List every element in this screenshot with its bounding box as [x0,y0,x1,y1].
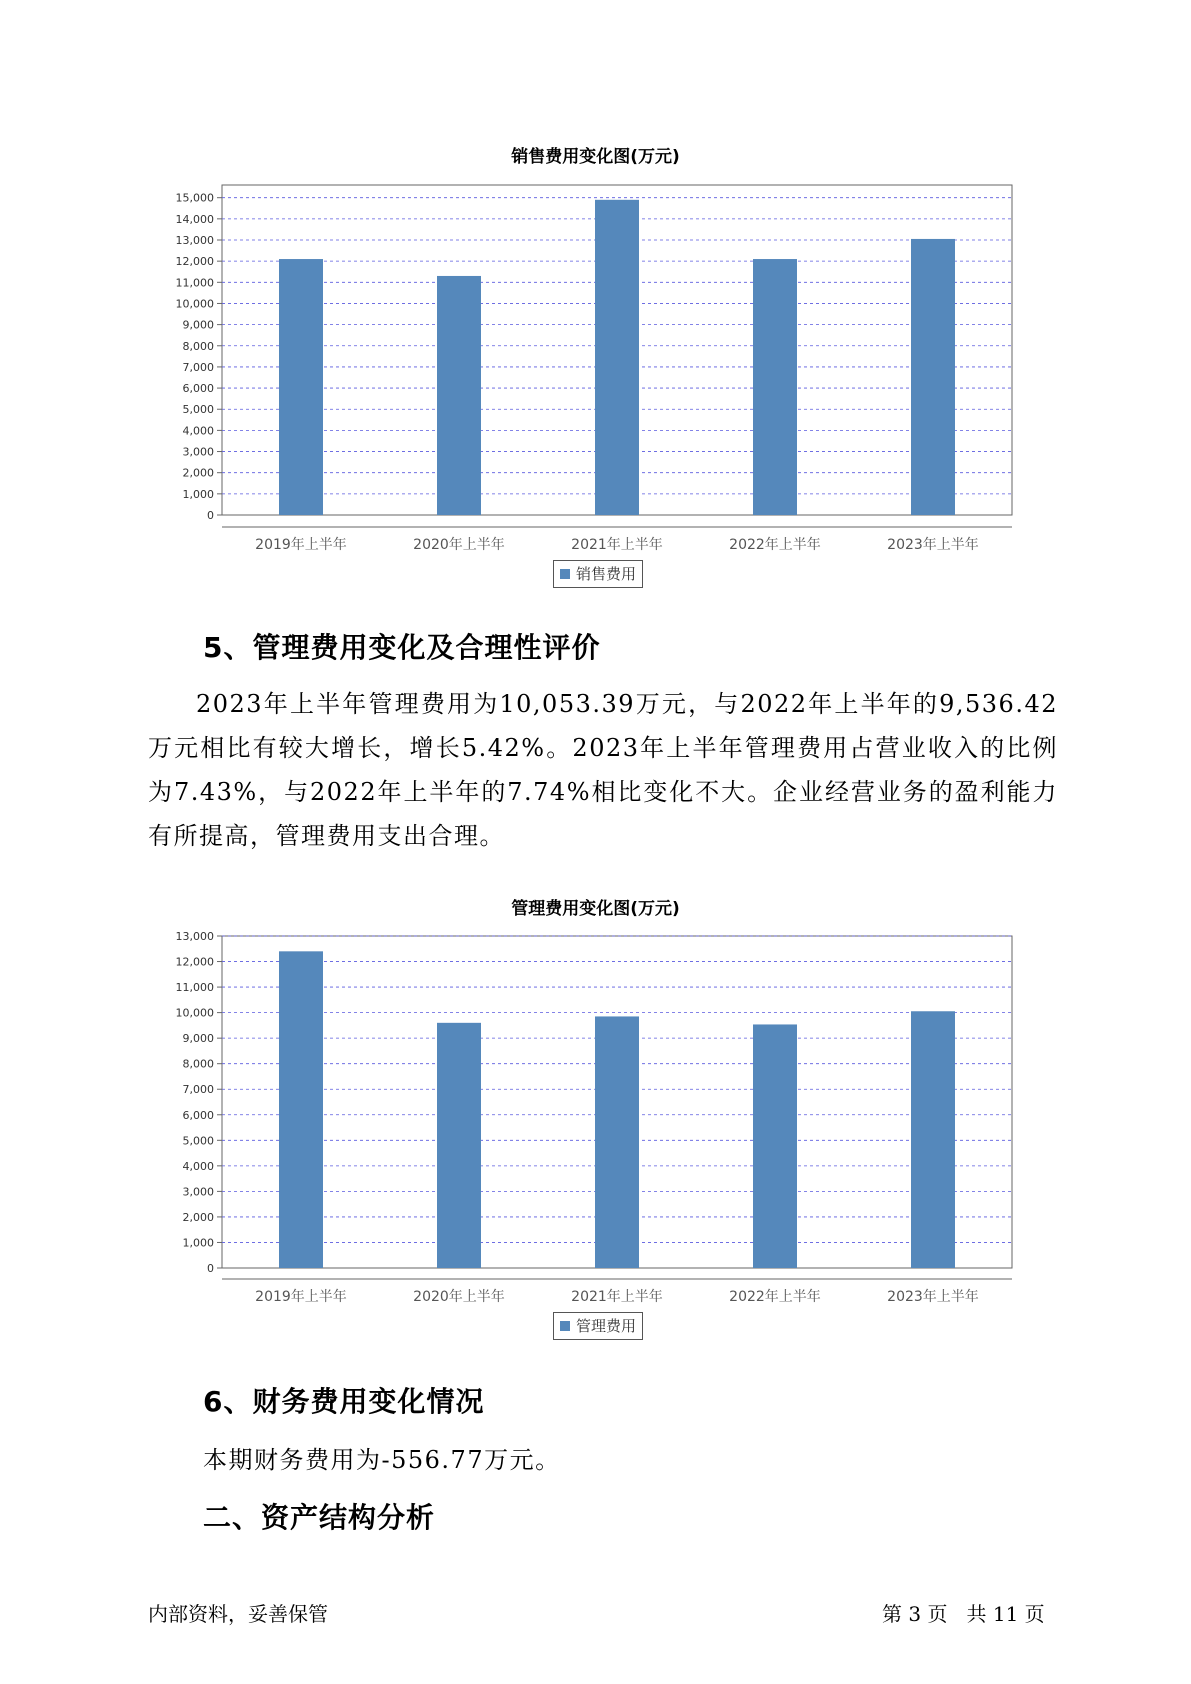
x-tick-label: 2019年上半年 [255,537,347,553]
y-tick-label: 4,000 [182,1159,214,1173]
y-tick-label: 10,000 [175,297,214,311]
y-tick-label: 3,000 [182,1185,214,1199]
y-tick-label: 2,000 [182,1210,214,1224]
x-tick-label: 2019年上半年 [255,1289,347,1305]
y-tick-label: 6,000 [182,382,214,396]
y-tick-label: 0 [207,509,214,522]
legend-label: 管理费用 [576,1317,637,1335]
chart-title-sales: 销售费用变化图(万元) [511,147,680,167]
y-tick-label: 11,000 [175,276,214,290]
bar [595,1016,639,1268]
section-5-heading: 5、管理费用变化及合理性评价 [203,631,601,664]
y-tick-label: 5,000 [182,1134,214,1148]
section-6-heading: 6、财务费用变化情况 [203,1385,485,1418]
bar [911,1011,955,1268]
section-5-paragraph-text: 2023年上半年管理费用为10,053.39万元，与2022年上半年的9,536.42万元相比有较大增长，增长5.42%。2023年上半年管理费用占营业收入的比例为7.43%，与2022年上半年的7.74%相比变化不大。企业经营业务的盈利能力有所提高，管理费用支出合理。 [148,690,1058,850]
y-tick-label: 9,000 [182,318,214,332]
y-tick-label: 0 [207,1262,214,1275]
y-tick-label: 7,000 [182,1083,214,1097]
x-tick-label: 2022年上半年 [729,1289,821,1305]
y-tick-label: 10,000 [175,1006,214,1020]
footer-page-number: 第 3 页 共 11 页 [882,1602,1045,1626]
y-tick-label: 1,000 [182,1236,214,1250]
y-tick-label: 12,000 [175,255,214,269]
y-tick-label: 3,000 [182,445,214,459]
y-tick-label: 12,000 [175,955,214,969]
x-tick-label: 2021年上半年 [571,537,663,553]
y-tick-label: 5,000 [182,403,214,417]
y-tick-label: 11,000 [175,981,214,995]
y-tick-label: 8,000 [182,339,214,353]
y-tick-label: 9,000 [182,1032,214,1046]
legend-admin [553,1312,643,1340]
bar [753,1024,797,1268]
x-tick-label: 2020年上半年 [413,1289,505,1305]
section-6-text: 本期财务费用为-556.77万元。 [203,1446,561,1474]
footer-left: 内部资料，妥善保管 [148,1602,328,1626]
y-tick-label: 13,000 [175,234,214,247]
section-2-heading: 二、资产结构分析 [203,1501,436,1534]
y-tick-label: 8,000 [182,1057,214,1071]
y-tick-label: 14,000 [175,212,214,226]
y-tick-label: 13,000 [175,930,214,943]
y-tick-label: 4,000 [182,424,214,438]
bar [279,951,323,1268]
y-tick-label: 7,000 [182,360,214,374]
legend-swatch [560,1321,570,1331]
x-tick-label: 2020年上半年 [413,537,505,553]
x-tick-label: 2022年上半年 [729,537,821,553]
y-tick-label: 15,000 [175,191,214,205]
y-tick-label: 2,000 [182,466,214,480]
x-tick-label: 2021年上半年 [571,1289,663,1305]
legend-label: 销售费用 [576,565,637,583]
bar [437,1023,481,1268]
x-tick-label: 2023年上半年 [887,537,979,553]
y-tick-label: 1,000 [182,487,214,501]
y-tick-label: 6,000 [182,1108,214,1122]
x-tick-label: 2023年上半年 [887,1289,979,1305]
chart-title-admin: 管理费用变化图(万元) [511,899,680,919]
